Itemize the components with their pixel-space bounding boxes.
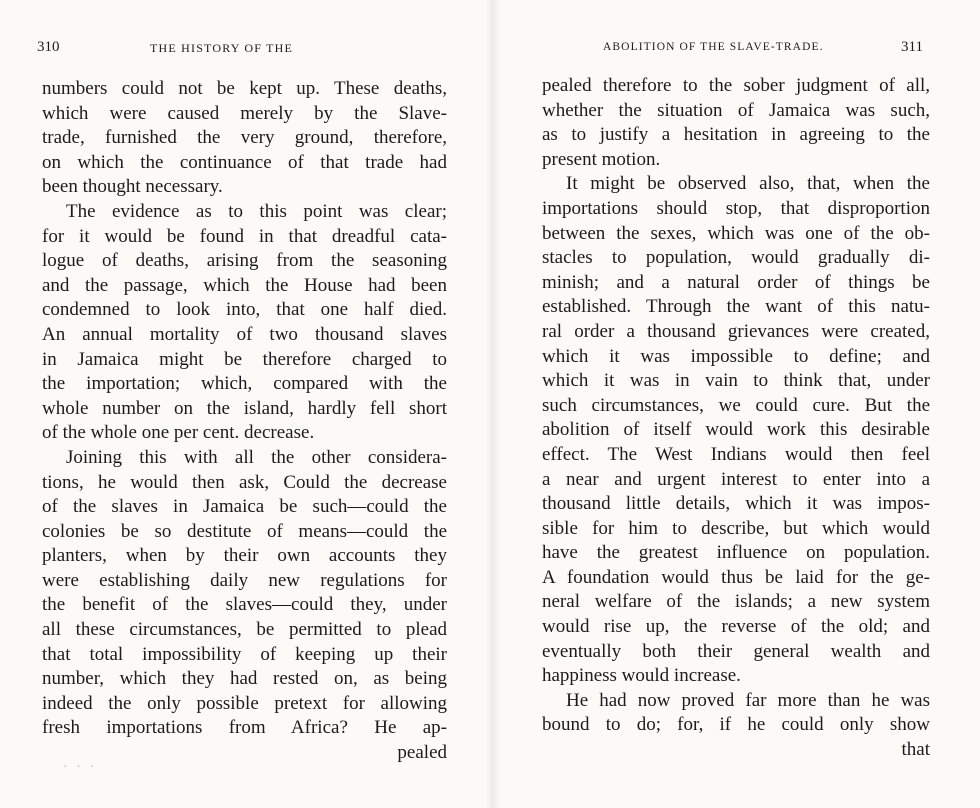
text-line: fresh importations from Africa? He ap- (42, 717, 447, 739)
text-line: which it was in vain to think that, under (542, 370, 930, 392)
text-line: on which the continuance of that trade had (42, 151, 447, 173)
text-line: happiness would increase. (542, 665, 741, 687)
text-line: A foundation would thus be laid for the ge- (542, 566, 930, 588)
text-line: for it would be found in that dreadful cata- (42, 225, 447, 247)
text-line: thousand little details, which it was impos- (542, 493, 930, 515)
text-line: It might be observed also, that, when the (566, 173, 930, 195)
text-line: minish; and a natural order of things be (542, 271, 930, 293)
text-line: trade, furnished the very ground, therefore, (42, 127, 447, 149)
ink-smudge: · · · (62, 760, 96, 773)
text-line: Joining this with all the other considera- (66, 446, 447, 468)
text-line: would rise up, the reverse of the old; and (542, 616, 930, 638)
text-line: tions, he would then ask, Could the decrease (42, 471, 447, 493)
text-line: and the passage, which the House had been (42, 274, 447, 296)
left-running-head: THE HISTORY OF THE (150, 41, 294, 55)
text-line: between the sexes, which was one of the ob- (542, 222, 930, 244)
text-line: number, which they had rested on, as being (42, 668, 447, 690)
text-line: pealed (397, 742, 447, 764)
text-line: He had now proved far more than he was (566, 689, 930, 711)
text-line: pealed therefore to the sober judgment of all, (542, 75, 930, 96)
text-line: numbers could not be kept up. These deaths, (42, 78, 447, 99)
text-line: ral order a thousand grievances were created, (542, 320, 930, 342)
text-line: established. Through the want of this natu- (542, 296, 930, 318)
text-line: the importation; which, compared with the (42, 373, 447, 395)
text-line: colonies be so destitute of means—could the (42, 520, 447, 542)
text-line: in Jamaica might be therefore charged to (42, 348, 447, 370)
text-line: abolition of itself would work this desirable (542, 419, 930, 441)
text-line: all these circumstances, be permitted to plead (42, 619, 447, 641)
left-page-text (42, 77, 447, 766)
text-line: have the greatest influence on population. (542, 542, 930, 564)
text-line: condemned to look into, that one half died. (42, 299, 447, 321)
text-line: which were caused merely by the Slave- (42, 102, 447, 124)
text-line: were establishing daily new regulations for (42, 569, 447, 591)
text-line: which it was impossible to define; and (542, 345, 930, 367)
text-line: bound to do; for, if he could only show (542, 714, 930, 736)
right-page-number: 311 (901, 39, 923, 55)
text-line: whole number on the island, hardly fell short (42, 397, 447, 419)
text-line: such circumstances, we could cure. But the (542, 394, 930, 416)
text-line: neral welfare of the islands; a new system (542, 591, 930, 613)
right-page (490, 0, 980, 808)
text-line: An annual mortality of two thousand slaves (42, 323, 447, 345)
text-line: been thought necessary. (42, 176, 223, 198)
text-line: of the whole one per cent. decrease. (42, 422, 315, 444)
text-line: of the slaves in Jamaica be such—could the (42, 496, 447, 518)
text-line: the benefit of the slaves—could they, under (42, 594, 447, 616)
text-line: that (901, 739, 930, 761)
text-line: a near and urgent interest to enter into a (542, 468, 930, 490)
text-line: effect. The West Indians would then feel (542, 443, 930, 465)
text-line: stacles to population, would gradually di- (542, 247, 930, 269)
text-line: as to justify a hesitation in agreeing to the (542, 124, 930, 146)
text-line: The evidence as to this point was clear; (66, 200, 447, 222)
text-line: sible for him to describe, but which would (542, 517, 930, 539)
text-line: eventually both their general wealth and (542, 640, 930, 662)
right-running-head: ABOLITION OF THE SLAVE-TRADE. (603, 41, 824, 53)
text-line: indeed the only possible pretext for allowing (42, 692, 447, 714)
text-line: logue of deaths, arising from the seasoning (42, 250, 447, 272)
right-page-text (542, 74, 930, 763)
left-page-number: 310 (37, 39, 60, 55)
text-line: that total impossibility of keeping up their (42, 643, 447, 665)
text-line: present motion. (542, 148, 661, 170)
text-line: planters, when by their own accounts they (42, 545, 447, 567)
text-line: importations should stop, that disproportion (542, 197, 930, 219)
text-line: whether the situation of Jamaica was such, (542, 99, 930, 121)
